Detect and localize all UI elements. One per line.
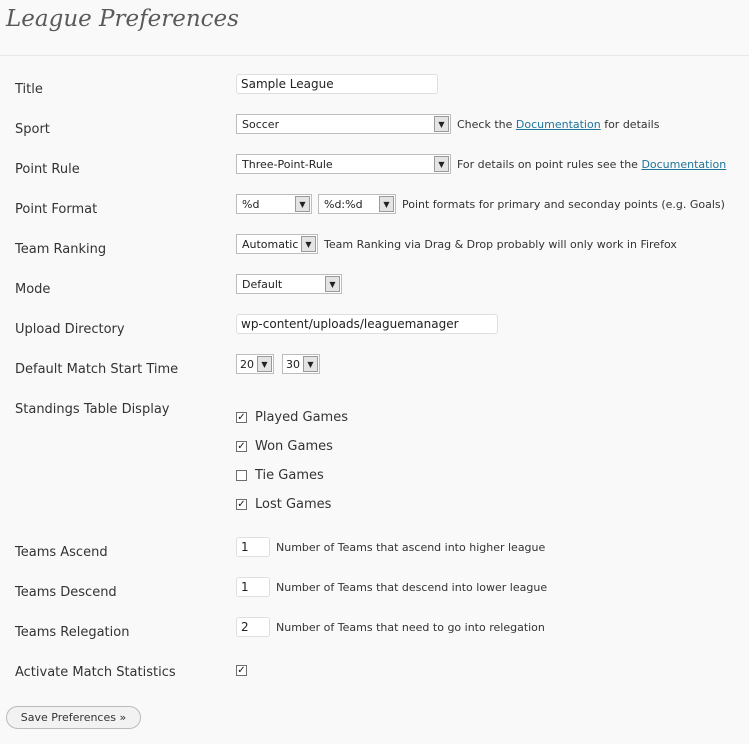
chevron-down-icon: ▼ (379, 196, 394, 212)
teams-descend-input[interactable] (236, 577, 270, 597)
chevron-down-icon: ▼ (434, 156, 449, 172)
played-games-label: Played Games (255, 410, 348, 425)
point-rule-select-value: Three-Point-Rule (242, 157, 333, 171)
teams-ascend-help: Number of Teams that ascend into higher league (276, 540, 546, 554)
checkbox-tie-games[interactable] (236, 470, 247, 481)
sport-documentation-link[interactable]: Documentation (515, 117, 601, 131)
upload-directory-label: Upload Directory (15, 322, 125, 337)
point-format-primary-value: %d (242, 197, 260, 211)
team-ranking-help: Team Ranking via Drag & Drop probably will only work in Firefox (324, 237, 677, 251)
team-ranking-value: Automatic (242, 237, 299, 251)
chevron-down-icon: ▼ (434, 116, 449, 132)
standings-option-played[interactable] (236, 410, 348, 425)
teams-descend-help: Number of Teams that descend into lower league (276, 580, 548, 594)
hour-value: 20 (240, 357, 254, 371)
match-start-time-label: Default Match Start Time (15, 362, 179, 377)
checkmark-icon: ✓ (237, 498, 246, 510)
tie-games-label: Tie Games (255, 468, 324, 483)
row-team-ranking (0, 237, 749, 282)
point-format-primary-select[interactable] (236, 194, 312, 214)
point-format-secondary-select[interactable] (318, 194, 396, 214)
checkbox-match-statistics[interactable] (236, 665, 247, 676)
title-input[interactable] (236, 74, 438, 94)
mode-value: Default (242, 277, 283, 291)
point-format-secondary-value: %d:%d (324, 197, 363, 211)
point-format-help: Point formats for primary and seconday points (e.g. Goals) (402, 197, 725, 211)
sport-label: Sport (15, 122, 50, 137)
teams-relegation-label: Teams Relegation (15, 625, 130, 640)
row-match-start-time (0, 357, 749, 402)
mode-select[interactable] (236, 274, 342, 294)
hour-select[interactable] (236, 354, 274, 374)
sport-help-suffix: for details (604, 117, 660, 131)
minute-select[interactable] (282, 354, 320, 374)
team-ranking-label: Team Ranking (15, 242, 107, 257)
sport-help-prefix: Check the (457, 117, 513, 131)
point-format-label: Point Format (15, 202, 98, 217)
checkbox-won-games[interactable] (236, 441, 247, 452)
standings-option-won[interactable] (236, 439, 333, 454)
chevron-down-icon: ▼ (325, 276, 340, 292)
won-games-label: Won Games (255, 439, 333, 454)
mode-label: Mode (15, 282, 51, 297)
point-rule-help-prefix: For details on point rules see the (457, 157, 638, 171)
standings-option-lost[interactable] (236, 497, 331, 512)
team-ranking-select[interactable] (236, 234, 318, 254)
standings-option-tie[interactable] (236, 468, 324, 483)
checkbox-played-games[interactable] (236, 412, 247, 423)
minute-value: 30 (286, 357, 300, 371)
checkbox-lost-games[interactable] (236, 499, 247, 510)
checkmark-icon: ✓ (237, 664, 246, 676)
sport-help (457, 118, 659, 131)
checkmark-icon: ✓ (237, 440, 246, 452)
checkmark-icon: ✓ (237, 411, 246, 423)
point-rule-help (457, 158, 726, 171)
title-divider (0, 55, 749, 56)
chevron-down-icon: ▼ (303, 356, 318, 372)
save-preferences-button[interactable]: Save Preferences » (6, 706, 141, 729)
standings-label: Standings Table Display (15, 402, 170, 417)
row-match-statistics (0, 665, 749, 705)
row-standings (0, 402, 749, 522)
title-label: Title (15, 82, 43, 97)
lost-games-label: Lost Games (255, 497, 332, 512)
teams-relegation-input[interactable] (236, 617, 270, 637)
chevron-down-icon: ▼ (257, 356, 272, 372)
chevron-down-icon: ▼ (295, 196, 310, 212)
row-upload-directory (0, 322, 749, 362)
point-rule-label: Point Rule (15, 162, 80, 177)
row-teams-relegation (0, 620, 749, 665)
upload-directory-input[interactable] (236, 314, 498, 334)
teams-ascend-label: Teams Ascend (15, 545, 108, 560)
sport-select-value: Soccer (242, 117, 280, 131)
teams-relegation-help: Number of Teams that need to go into relegation (276, 620, 545, 634)
teams-descend-label: Teams Descend (15, 585, 117, 600)
teams-ascend-input[interactable] (236, 537, 270, 557)
match-statistics-label: Activate Match Statistics (15, 665, 176, 680)
point-rule-documentation-link[interactable]: Documentation (641, 157, 727, 171)
sport-select[interactable] (236, 114, 451, 134)
chevron-down-icon: ▼ (301, 236, 316, 252)
page-title: League Preferences (6, 6, 239, 32)
point-rule-select[interactable] (236, 154, 451, 174)
